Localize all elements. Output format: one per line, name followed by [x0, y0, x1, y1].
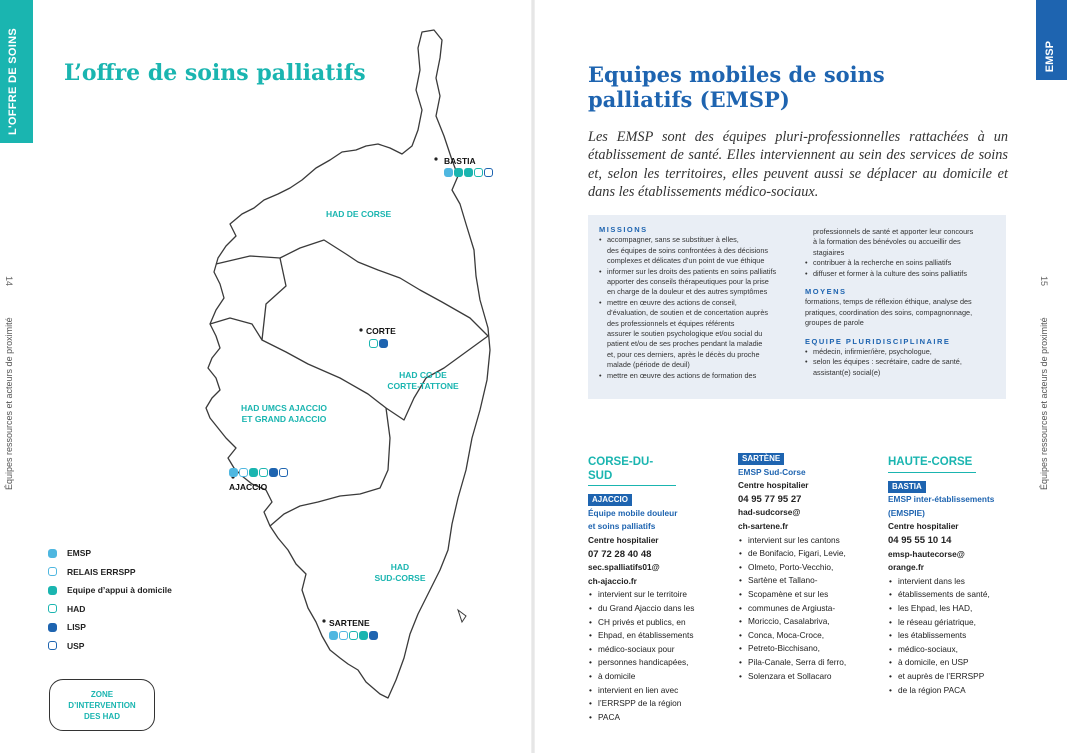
missions-heading: MISSIONS	[599, 225, 648, 234]
team-name-cont: (EMSPIE)	[888, 507, 925, 518]
marker-equipe	[464, 168, 473, 177]
list-item: • Solenzara et Sollacaro	[738, 670, 846, 684]
page-title: L’offre de soins palliatifs	[64, 60, 366, 86]
city-badge: AJACCIO	[588, 494, 632, 506]
markers-ajaccio	[229, 468, 288, 477]
list-item: apporter des conseils thérapeutiques pour la prise	[607, 277, 769, 287]
zone-label-had-umcs	[232, 403, 336, 425]
list-item: • PACA	[588, 711, 694, 725]
had-zone-box	[49, 679, 155, 731]
legend-swatch-equipe	[48, 586, 57, 595]
team-name: EMSP inter-établissements	[888, 494, 995, 505]
team-email: sec.spalliatifs01@	[588, 562, 660, 573]
list-item: d’évaluation, de soutien et de concertation auprès	[607, 308, 769, 318]
zone-label-had-cg-line2: CORTE-TATTONE	[387, 381, 459, 391]
section-tab-label: L'OFFRE DE SOINS	[7, 27, 19, 135]
list-item: • intervient sur le territoire	[588, 588, 694, 602]
had-zone-line2: D’INTERVENTION	[68, 700, 136, 710]
had-zone-line1: ZONE	[90, 689, 114, 699]
dept-haute-corse	[888, 456, 994, 697]
emsp-title-line1: Equipes mobiles de soins	[588, 62, 885, 87]
list-item: professionnels de santé et apporter leur concours	[813, 227, 974, 236]
city-badge: SARTÈNE	[738, 453, 784, 465]
legend-swatch-usp	[48, 641, 57, 650]
marker-usp	[484, 168, 493, 177]
list-item: • Scopamène et sur les	[738, 588, 846, 602]
team-phone: 04 95 55 10 14	[888, 534, 952, 546]
intro-paragraph: Les EMSP sont des équipes pluri-professionnelles rattachées à un établissement de santé. Elles interviennent au sein des services de soins et, selon les territoires, elles peuvent aussi se déplacer au domicile et dans les établissements médico-sociaux.	[588, 129, 1008, 201]
legend-swatch-relais	[48, 567, 57, 576]
emsp-title-line2: palliatifs (EMSP)	[588, 87, 790, 112]
dept-heading: HAUTE-CORSE	[888, 456, 976, 473]
dept-heading: CORSE-DU-SUD	[588, 456, 676, 486]
marker-equipe	[249, 468, 258, 477]
list-item: malade (période de deuil)	[607, 360, 690, 370]
legend-item-had	[48, 600, 172, 619]
marker-had	[259, 468, 268, 477]
running-side-text-right: Équipes ressources et acteurs de proximité	[1039, 317, 1049, 490]
list-item: • Pila-Canale, Serra di ferro,	[738, 656, 846, 670]
team-bullets	[888, 575, 994, 697]
list-item: • selon les équipes : secrétaire, cadre de santé,	[805, 357, 1001, 367]
markers-corte	[369, 339, 388, 348]
list-item: • intervient en lien avec	[588, 684, 694, 698]
marker-had	[474, 168, 483, 177]
list-item: et, pour ces derniers, après le décès du proche	[607, 349, 760, 359]
legend-item-lisp	[48, 618, 172, 637]
list-item: des professionnels et équipes référents	[607, 318, 735, 328]
legend-swatch-had	[48, 604, 57, 613]
page-number-right: 15	[1039, 276, 1049, 287]
list-item: complexes et délicates d’un point de vue éthique	[607, 256, 765, 266]
legend-swatch-emsp	[48, 549, 57, 558]
legend-item-emsp	[48, 544, 172, 563]
list-item: • médico-sociaux pour	[588, 643, 694, 657]
city-sartene: SARTENE	[329, 618, 370, 628]
legend-item-usp	[48, 637, 172, 656]
list-item: • communes de Argiusta-	[738, 602, 846, 616]
list-item: • contribuer à la recherche en soins palliatifs	[805, 258, 1001, 268]
legend-label: EMSP	[67, 548, 92, 559]
list-item: • intervient sur les cantons	[738, 534, 846, 548]
section-tab-emsp-label: EMSP	[1044, 40, 1056, 72]
marker-relais	[239, 468, 248, 477]
zone-label-had-umcs-line2: ET GRAND AJACCIO	[241, 414, 327, 424]
list-item: à la formation des bénévoles ou accueillir des	[813, 237, 961, 247]
marker-lisp	[269, 468, 278, 477]
list-item: • à domicile	[588, 670, 694, 684]
list-item: • médecin, infirmier/ière, psychologue,	[805, 347, 1001, 357]
page-number: 14	[4, 276, 14, 287]
marker-emsp	[229, 468, 238, 477]
team-place: Centre hospitalier	[888, 521, 959, 532]
text-line: pratiques, coordination des soins, compagnonnage,	[805, 307, 973, 317]
text-line: formations, temps de réflexion éthique, analyse des	[805, 297, 972, 307]
markers-bastia	[444, 168, 493, 177]
list-item: • et auprès de l’ERRSPP	[888, 670, 994, 684]
list-item: • l’ERRSPP de la région	[588, 697, 694, 711]
marker-equipe	[454, 168, 463, 177]
border-had-corse	[216, 240, 488, 336]
city-badge: BASTIA	[888, 481, 926, 493]
markers-sartene	[329, 631, 378, 640]
team-name: EMSP Sud-Corse	[738, 466, 806, 477]
list-item: • le réseau gériatrique,	[888, 616, 994, 630]
list-item: stagiaires	[813, 247, 845, 257]
list-item: • les Ehpad, les HAD,	[888, 602, 994, 616]
city-corte: CORTE	[366, 326, 396, 336]
legend-item-relais	[48, 563, 172, 582]
list-item: • Sartène et Tallano-	[738, 574, 846, 588]
city-bastia: BASTIA	[444, 156, 476, 166]
list-item: • mettre en œuvre des actions de conseil,	[599, 298, 799, 308]
team-email-cont: ch-ajaccio.fr	[588, 575, 637, 586]
equipe-heading: EQUIPE PLURIDISCIPLINAIRE	[805, 336, 951, 346]
missions-cont-list	[805, 227, 1001, 279]
list-item: • mettre en œuvre des actions de formation des	[599, 371, 799, 381]
marker-equipe	[359, 631, 368, 640]
team-email: had-sudcorse@	[738, 507, 801, 518]
team-email: emsp-hautecorse@	[888, 548, 965, 559]
zone-label-had-sud-line2: SUD-CORSE	[374, 573, 426, 583]
list-item: • accompagner, sans se substituer à elles,	[599, 235, 799, 245]
list-item: • intervient dans les	[888, 575, 994, 589]
marker-usp	[279, 468, 288, 477]
zone-label-had-sud-line1: HAD	[390, 562, 410, 572]
missions-column	[599, 225, 799, 381]
team-bullets	[738, 534, 846, 684]
legend-item-equipe	[48, 581, 172, 600]
list-item: • de Bonifacio, Figari, Levie,	[738, 547, 846, 561]
list-item: • établissements de santé,	[888, 588, 994, 602]
marker-had	[349, 631, 358, 640]
had-zone-line3: DES HAD	[83, 711, 120, 721]
legend-label: USP	[67, 640, 85, 651]
list-item: des équipes de soins confrontées à des décisions	[607, 245, 769, 255]
missions-continued-column	[805, 227, 1001, 378]
list-item: • du Grand Ajaccio dans les	[588, 602, 694, 616]
zone-label-had-corse: HAD DE CORSE	[326, 209, 392, 219]
team-name-cont: et soins palliatifs	[588, 521, 656, 532]
legend-label: RELAIS ERRSPP	[67, 566, 136, 577]
list-item: • Olmeto, Porto-Vecchio,	[738, 561, 846, 575]
border-sud	[270, 408, 390, 526]
list-item: • diffuser et former à la culture des soins palliatifs	[805, 269, 1001, 279]
border-ajaccio	[210, 318, 262, 340]
list-item: assurer le soutien psychologique et/ou social du	[607, 329, 763, 339]
zone-label-had-cg-line1: HAD CG DE	[399, 370, 447, 380]
page-fold	[531, 0, 535, 753]
team-email-cont: ch-sartene.fr	[738, 520, 789, 531]
legend-label: Equipe d’appui à domicile	[67, 585, 172, 596]
marker-emsp	[329, 631, 338, 640]
dept-corse-du-sud	[588, 456, 694, 724]
list-item: • médico-sociaux,	[888, 643, 994, 657]
list-item: • personnes handicapées,	[588, 656, 694, 670]
list-item: • Moriccio, Casalabriva,	[738, 615, 846, 629]
equipe-list	[805, 347, 1001, 378]
dept-sartene	[738, 452, 846, 683]
zone-label-had-umcs-line1: HAD UMCS AJACCIO	[240, 403, 328, 413]
legend-swatch-lisp	[48, 623, 57, 632]
text-line: groupes de parole	[805, 318, 864, 328]
list-item: • informer sur les droits des patients en soins palliatifs	[599, 267, 799, 277]
left-page	[0, 0, 533, 753]
list-item: • de la région PACA	[888, 684, 994, 698]
moyens-text	[805, 297, 1001, 328]
missions-box	[588, 215, 1006, 399]
zone-label-had-cg	[383, 370, 463, 392]
team-bullets	[588, 588, 694, 724]
team-place: Centre hospitalier	[738, 480, 809, 491]
city-ajaccio: AJACCIO	[229, 482, 268, 492]
running-side-text: Équipes ressources et acteurs de proximité	[4, 317, 14, 490]
marker-lisp	[369, 631, 378, 640]
moyens-heading: MOYENS	[805, 287, 847, 297]
list-item: • Petreto-Bicchisano,	[738, 642, 846, 656]
legend-label: LISP	[67, 622, 86, 633]
team-phone: 04 95 77 95 27	[738, 493, 802, 505]
marker-lisp	[379, 339, 388, 348]
zone-label-had-sud	[372, 562, 428, 584]
list-item: • CH privés et publics, en	[588, 616, 694, 630]
team-place: Centre hospitalier	[588, 534, 659, 545]
corsica-outline	[206, 30, 490, 698]
marker-had	[369, 339, 378, 348]
missions-list	[599, 235, 799, 381]
section-tab-emsp	[1036, 0, 1067, 80]
emsp-title	[588, 62, 948, 112]
marker-emsp	[444, 168, 453, 177]
list-item: assistant(e) social(e)	[813, 367, 881, 377]
team-email-cont: orange.fr	[888, 562, 924, 573]
list-item: en charge de la douleur et des autres symptômes	[607, 287, 768, 297]
list-item: • Conca, Moca-Croce,	[738, 629, 846, 643]
team-name: Équipe mobile douleur	[588, 507, 678, 518]
team-phone: 07 72 28 40 48	[588, 548, 652, 560]
map-legend	[48, 544, 172, 655]
legend-label: HAD	[67, 603, 86, 614]
marker-relais	[339, 631, 348, 640]
list-item: • à domicile, en USP	[888, 656, 994, 670]
list-item: patient et/ou de ses proches pendant la maladie	[607, 339, 763, 349]
list-item: • les établissements	[888, 629, 994, 643]
corsica-map	[190, 18, 520, 708]
section-tab	[0, 0, 33, 143]
list-item: • Ehpad, en établissements	[588, 629, 694, 643]
